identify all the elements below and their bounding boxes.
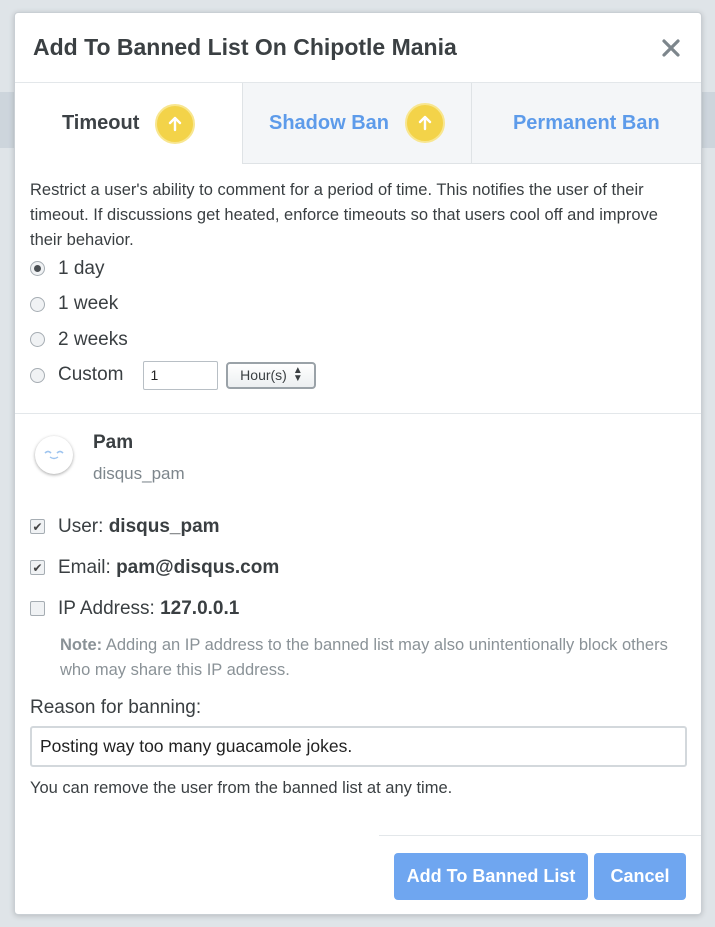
- tab-shadow-ban[interactable]: [242, 83, 470, 164]
- unit-select-value: Hour(s): [240, 367, 287, 384]
- upgrade-arrow-icon: [155, 104, 195, 144]
- ban-user-checkbox[interactable]: [30, 519, 45, 534]
- avatar: [35, 436, 73, 474]
- user-info: [93, 432, 185, 506]
- option-label: 1 day: [58, 257, 105, 279]
- add-to-banned-list-button[interactable]: Add To Banned List: [394, 853, 588, 900]
- reason-label: Reason for banning:: [30, 697, 202, 718]
- ip-note: [30, 633, 686, 683]
- option-label: 2 weeks: [58, 328, 128, 350]
- remove-hint: You can remove the user from the banned list at any time.: [30, 779, 453, 797]
- user-name: Pam: [93, 432, 134, 453]
- tab-permanent-ban[interactable]: [471, 83, 701, 164]
- ban-user-label: User:: [58, 515, 104, 537]
- ban-targets-section: [15, 506, 701, 798]
- radio-1-day[interactable]: [30, 261, 45, 276]
- ban-ip-checkbox[interactable]: [30, 601, 45, 616]
- select-arrows-icon: ▲ ▼: [292, 365, 303, 385]
- ban-ip-row: [30, 588, 686, 629]
- tab-timeout[interactable]: [15, 83, 242, 164]
- note-label: Note:: [60, 636, 103, 654]
- user-card: [15, 414, 701, 506]
- ban-type-tabs: [15, 83, 701, 164]
- custom-duration-input[interactable]: [143, 361, 218, 390]
- tab-label: Permanent Ban: [512, 111, 660, 134]
- ban-email-value: pam@disqus.com: [116, 556, 280, 578]
- option-1-week: [30, 287, 686, 323]
- reason-input[interactable]: [30, 726, 687, 767]
- radio-1-week[interactable]: [30, 297, 45, 312]
- ban-user-row: [30, 506, 686, 547]
- option-custom: [30, 358, 686, 394]
- ban-user-value: disqus_pam: [108, 515, 220, 537]
- ban-email-label: Email:: [58, 556, 111, 578]
- ban-modal: [14, 12, 702, 915]
- tab-label: Shadow Ban: [268, 111, 389, 134]
- option-label: Custom: [58, 364, 124, 386]
- cancel-button[interactable]: Cancel: [594, 853, 686, 900]
- modal-header: [15, 13, 701, 83]
- custom-unit-select[interactable]: [226, 362, 316, 389]
- ban-ip-label: IP Address:: [58, 597, 155, 619]
- radio-custom[interactable]: [30, 368, 45, 383]
- ban-email-row: [30, 547, 686, 588]
- upgrade-arrow-icon: [405, 103, 445, 143]
- option-2-weeks: [30, 322, 686, 358]
- option-1-day: [30, 251, 686, 287]
- user-handle: disqus_pam: [93, 464, 185, 483]
- option-label: 1 week: [58, 293, 119, 315]
- note-text: Adding an IP address to the banned list may also unintentionally block others who may share this IP address.: [60, 636, 668, 679]
- tab-label: Timeout: [61, 112, 140, 134]
- ban-email-checkbox[interactable]: [30, 560, 45, 575]
- footer-divider: [379, 835, 702, 836]
- close-icon[interactable]: [659, 36, 683, 60]
- radio-2-weeks[interactable]: [30, 332, 45, 347]
- ban-ip-value: 127.0.0.1: [160, 597, 240, 619]
- timeout-section: [15, 164, 701, 393]
- timeout-description: Restrict a user's ability to comment for a period of time. This notifies the user of their timeout. If discussions get heated, enforce timeouts so that users cool off and improve their behavior.: [30, 181, 658, 249]
- modal-title: Add To Banned List On Chipotle Mania: [33, 34, 457, 60]
